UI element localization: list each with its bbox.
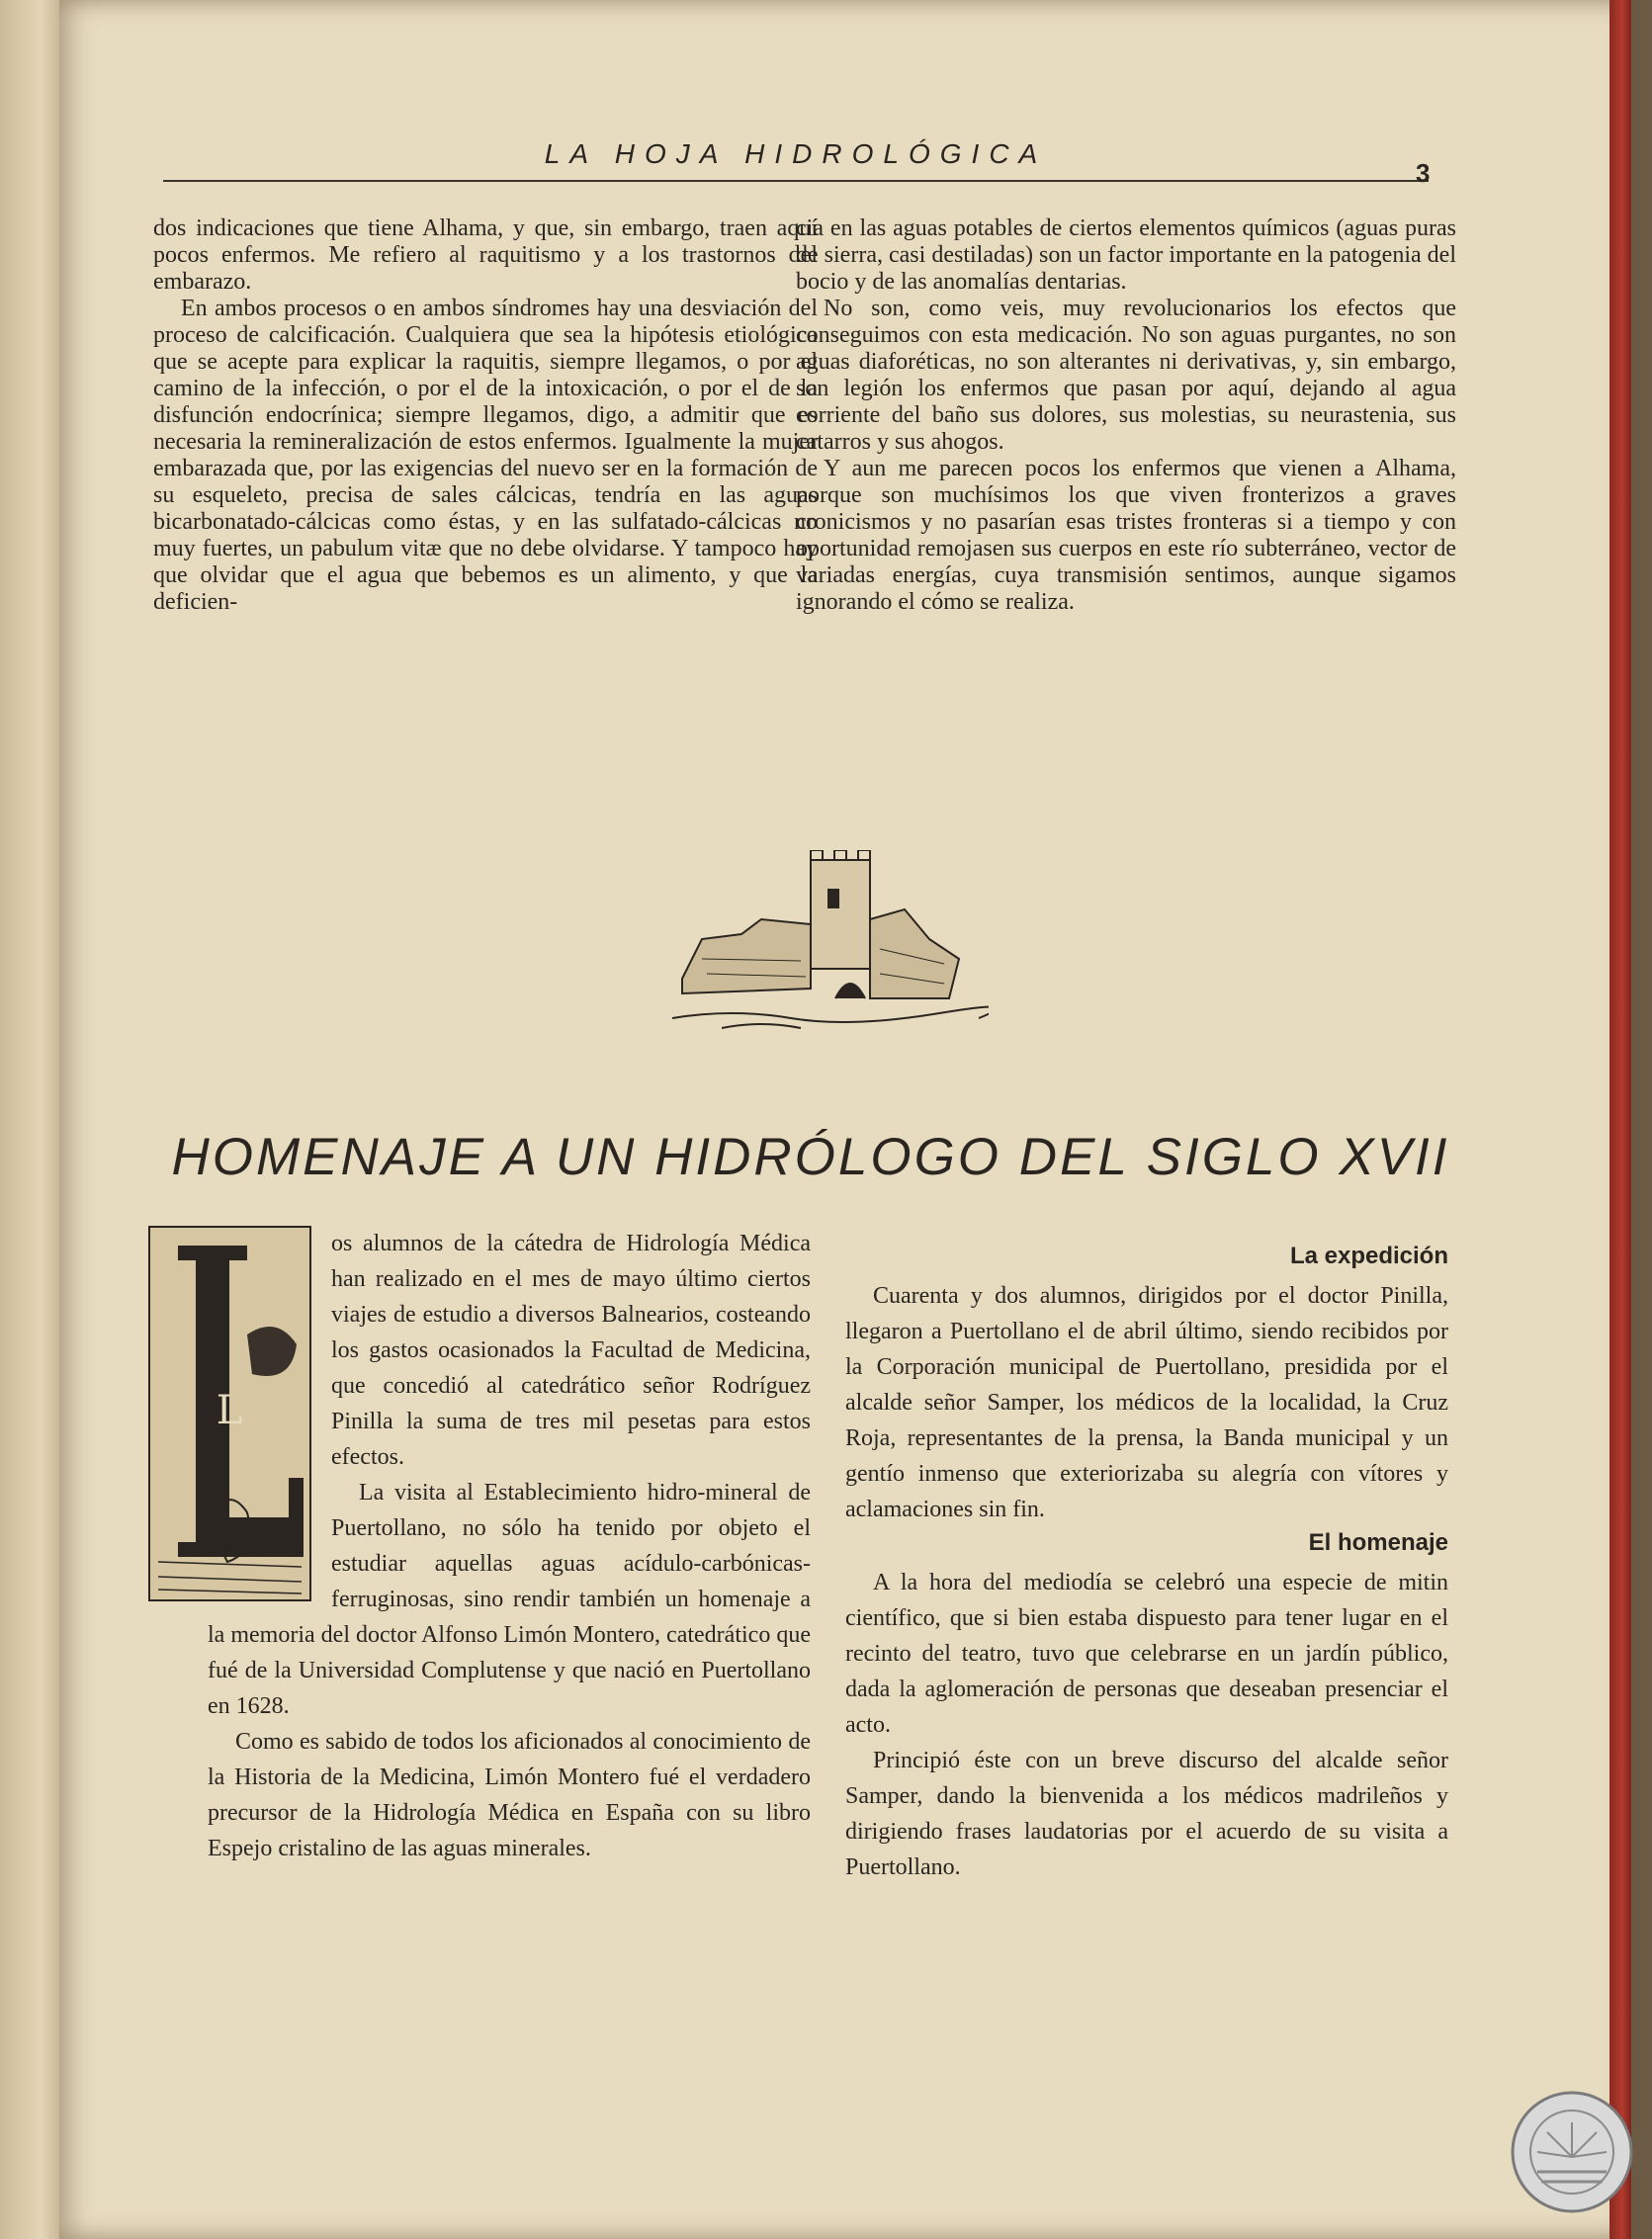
article-left-column bbox=[208, 1226, 811, 1866]
paragraph: Como es sabido de todos los aficionados al conocimiento de la Historia de la Medicina, Limón Montero fué el verdadero precursor de la Hidrología Médica en España con su libro Espejo cristalino de las aguas minerales. bbox=[208, 1729, 811, 1861]
paragraph: No son, como veis, muy revolucionarios los efectos que conseguimos con esta medicación. No son aguas purgantes, no son aguas diaforéticas, no son alterantes ni derivativas, y, sin embargo, son legión los enfermos que pasan por aquí, dejando al agua corriente del baño sus dolores, sus molestias, su neurastenia, sus catarros y sus ahogos. bbox=[796, 296, 1456, 455]
castle-ornament bbox=[662, 850, 989, 1048]
subhead-homage: El homenaje bbox=[1308, 1529, 1448, 1556]
paragraph: Cuarenta y dos alumnos, dirigidos por el doctor Pinilla, llegaron a Puertollano el de abril último, siendo recibidos por la Corporación municipal de Puertollano, presidida por el alcalde señor Samper, los médicos de la localidad, la Cruz Roja, representantes de la prensa, la Banda municipal y un gentío inmenso que exteriorizaba su alegría con vítores y aclamaciones sin fin. bbox=[845, 1283, 1448, 1522]
library-stamp bbox=[1508, 2088, 1636, 2216]
article-right-column bbox=[845, 1241, 1448, 1885]
drop-cap-letter: L bbox=[216, 1388, 243, 1433]
paragraph: dos indicaciones que tiene Alhama, y que, sin embargo, traen aquí pocos enfermos. Me refiero al raquitismo y a los trastornos del embarazo. bbox=[153, 215, 818, 295]
paragraph: La visita al Establecimiento hidro-mineral de Puertollano, no sólo ha tenido por objeto el estudiar aquellas aguas acídulo-carbónicas-ferruginosas, sino rendir también un homenaje a la memoria del doctor Alfonso Limón Montero, catedrático que fué de la Universidad Complutense y que nació en Puertollano en 1628. bbox=[208, 1480, 811, 1719]
article-title: HOMENAJE A UN HIDRÓLOGO DEL SIGLO XVII bbox=[171, 1128, 1450, 1186]
page-number: 3 bbox=[1416, 158, 1431, 188]
paragraph: Y aun me parecen pocos los enfermos que vienen a Alhama, porque son muchísimos los que viven fronterizos a graves cronicismos y no pasarían esas tristes fronteras si a tiempo y con oportunidad remojasen sus cuerpos en este río subterráneo, vector de variadas energías, cuya transmisión sentimos, aunque sigamos ignorando el cómo se realiza. bbox=[796, 456, 1456, 615]
book-edge bbox=[1609, 0, 1631, 2239]
drop-cap-illustration bbox=[148, 1226, 311, 1601]
paragraph: os alumnos de la cátedra de Hidrología Médica han realizado en el mes de mayo último ciertos viajes de estudio a diversos Balnearios, costeando los gastos ocasionados la Facultad de Medicina, que concedió al catedrático señor Rodríguez Pinilla la suma de tres mil pesetas para estos efectos. bbox=[331, 1231, 811, 1470]
running-head: LA HOJA HIDROLÓGICA bbox=[163, 138, 1429, 182]
top-right-column bbox=[796, 215, 1456, 616]
subhead-expedition: La expedición bbox=[1289, 1243, 1448, 1269]
paragraph: En ambos procesos o en ambos síndromes hay una desviación del proceso de calcificación. Cualquiera que sea la hipótesis etiológica que se acepte para explicar la raquitis, siempre llegamos, o por el camino de la infección, o por el de la intoxicación, o por el de la disfunción endocrínica; siempre llegamos, digo, a admitir que es necesaria la remineralización de estos enfermos. Igualmente la mujer embarazada que, por las exigencias del nuevo ser en la formación de su esqueleto, precisa de sales cálcicas, tendría en las aguas bicarbonatado-cálcicas como éstas, y en las sulfatado-cálcicas no muy fuertes, un pabulum vitæ que no debe olvidarse. Y tampoco hay que olvidar que el agua que bebemos es un alimento, y que la deficien- bbox=[153, 296, 818, 615]
top-left-column bbox=[153, 215, 818, 616]
paragraph: cia en las aguas potables de ciertos elementos químicos (aguas puras de sierra, casi destiladas) son un factor importante en la patogenia del bocio y de las anomalías dentarias. bbox=[796, 215, 1456, 295]
paragraph: Principió éste con un breve discurso del alcalde señor Samper, dando la bienvenida a los médicos madrileños y dirigiendo frases laudatorias por el acuerdo de su visita a Puertollano. bbox=[845, 1748, 1448, 1880]
paragraph: A la hora del mediodía se celebró una especie de mitin científico, que si bien estaba dispuesto para tener lugar en el recinto del teatro, tuvo que celebrarse en un jardín público, dada la aglomeración de personas que deseaban presenciar el acto. bbox=[845, 1570, 1448, 1738]
